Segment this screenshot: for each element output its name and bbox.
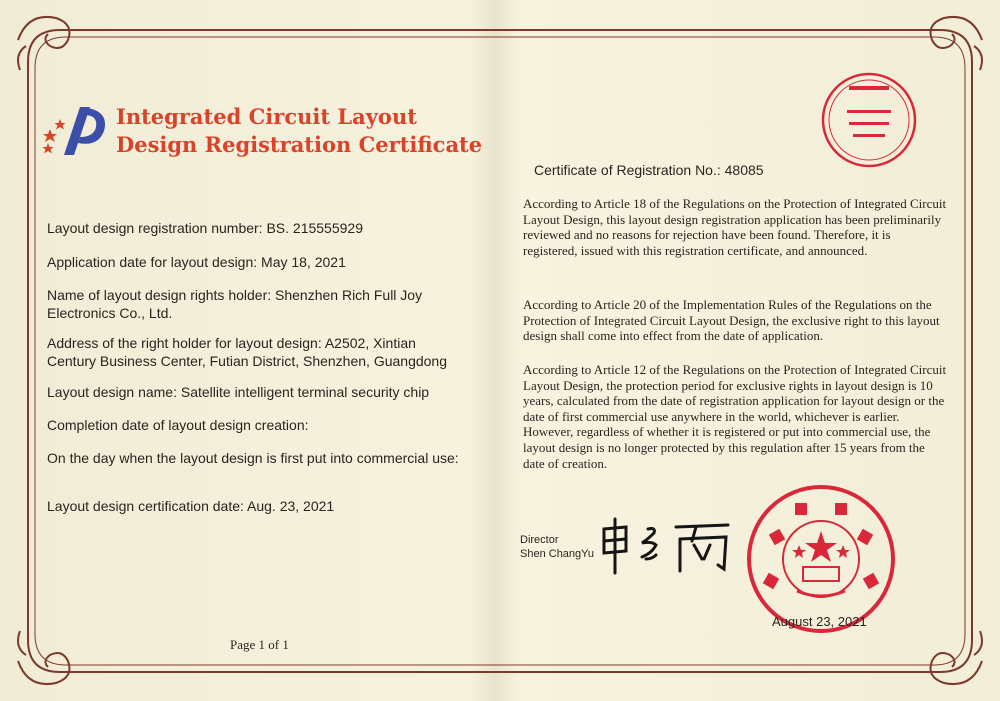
- tax-seal: [819, 70, 919, 170]
- paragraph-article-18: According to Article 18 of the Regulations on the Protection of Integrated Circuit Layout Design, this layout design registration application has been preliminarily reviewed and no reasons for rejection have been found. Therefore, it is registered, issued with this registration certificate, and announced.: [523, 196, 947, 258]
- paragraph-article-12: According to Article 12 of the Regulations on the Protection of Integrated Circuit Layout Design, the protection period for exclusive rights in layout design is 10 years, calculated from the date of registration application for layout design or the date of first commercial use anywhere in the world, whichever is earlier. However, regardless of whether it is registered or put into commercial use, the layout design is no longer protected by this regulation after 15 years from the date of creation.: [523, 362, 947, 471]
- completion-date: Completion date of layout design creation:: [47, 417, 309, 433]
- cnipa-logo-icon: [40, 103, 112, 159]
- holder-address: Address of the right holder for layout design: A2502, Xintian Century Business Center, Futian District, Shenzhen, Guangdong: [47, 335, 447, 369]
- certification-date: Layout design certification date: Aug. 23, 2021: [47, 498, 335, 514]
- director-signature: [596, 515, 736, 575]
- application-date: Application date for layout design: May 18, 2021: [47, 254, 346, 270]
- title-line-1: Integrated Circuit Layout: [116, 104, 417, 129]
- director-name: Shen ChangYu: [520, 548, 595, 560]
- issue-date: August 23, 2021: [772, 614, 867, 629]
- certificate-number: Certificate of Registration No.: 48085: [534, 162, 764, 178]
- director-title: Director: [520, 534, 559, 546]
- paragraph-article-20: According to Article 20 of the Implementation Rules of the Regulations on the Protection of Integrated Circuit Layout Design, the exclusive right to this layout design shall come into effect from the date of application.: [523, 297, 940, 344]
- commercial-use-date: On the day when the layout design is first put into commercial use:: [47, 450, 459, 466]
- layout-design-name: Layout design name: Satellite intelligent terminal security chip: [47, 384, 430, 400]
- director-block: [520, 533, 594, 561]
- office-seal: [745, 483, 897, 635]
- registration-number: Layout design registration number: BS. 215555929: [47, 220, 363, 236]
- rights-holder: Name of layout design rights holder: Shenzhen Rich Full Joy Electronics Co., Ltd.: [47, 287, 423, 321]
- title-line-2: Design Registration Certificate: [116, 132, 483, 157]
- certificate-title: [116, 103, 482, 159]
- page-number: Page 1 of 1: [230, 637, 289, 652]
